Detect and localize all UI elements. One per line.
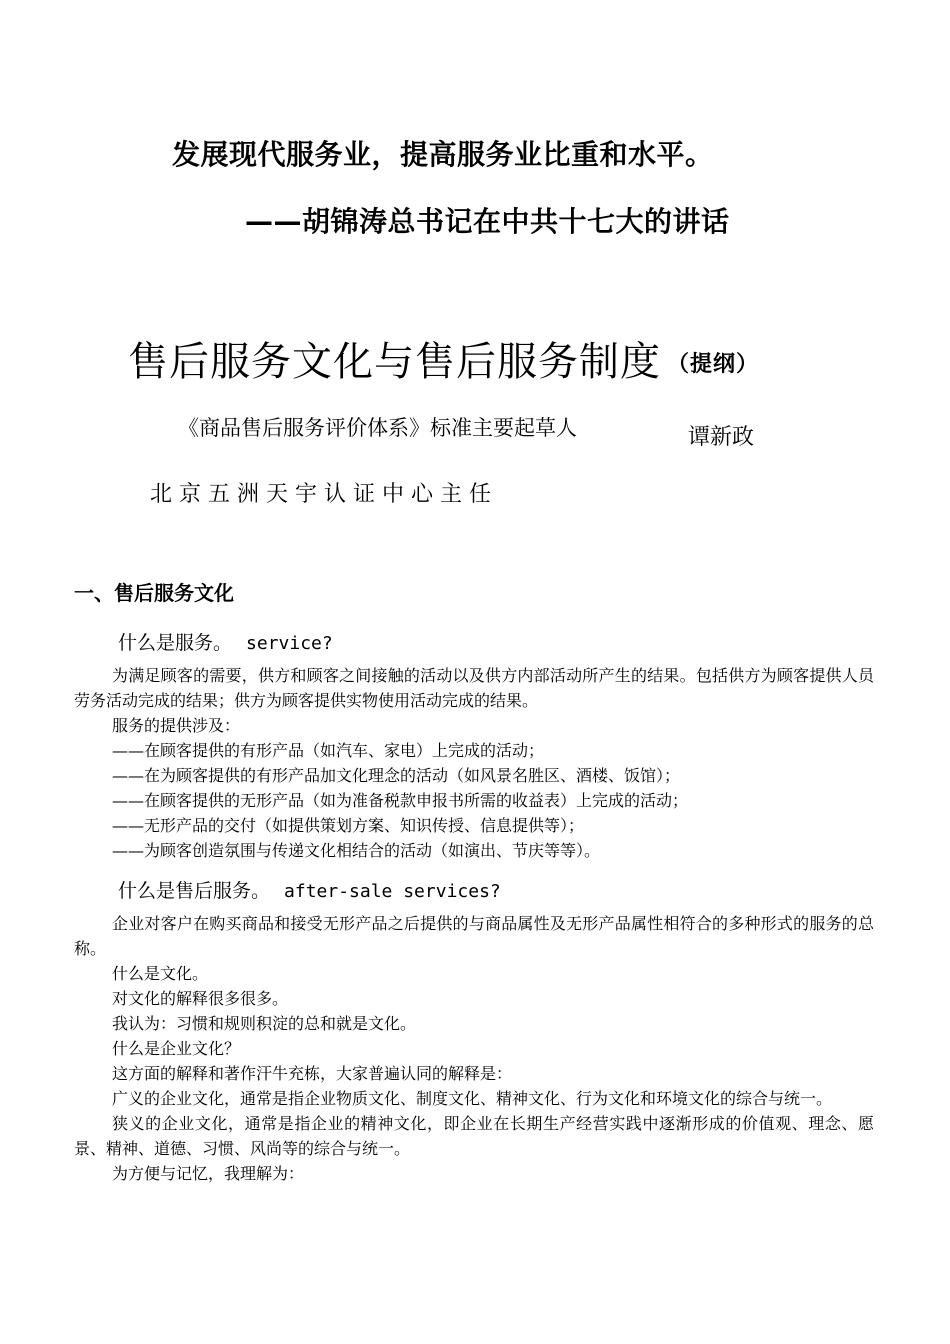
- document-title-main: 售后服务文化与售后服务制度: [128, 339, 661, 385]
- service-item: ——为顾客创造氛围与传递文化相结合的活动（如演出、节庆等等）。: [112, 841, 601, 860]
- author-organization: 北京五洲天宇认证中心主任: [150, 482, 499, 507]
- service-definition: 为满足顾客的需要，供方和顾客之间接触的活动以及供方内部活动所产生的结果。包括供方为顾客提供人员劳务活动完成的结果；供方为顾客提供实物使用活动完成的结果。: [74, 666, 874, 710]
- paragraph: 对文化的解释很多很多。: [112, 989, 289, 1008]
- paragraph: 广义的企业文化，通常是指企业物质文化、制度文化、精神文化、行为文化和环境文化的综合与统一。: [112, 1089, 833, 1108]
- service-item: ——在顾客提供的有形产品（如汽车、家电）上完成的活动；: [112, 741, 545, 760]
- document-title: [128, 330, 759, 387]
- service-definition-block: [74, 663, 874, 863]
- question-service: [118, 628, 333, 655]
- service-item: ——在顾客提供的无形产品（如为准备税款申报书所需的收益表）上完成的活动；: [112, 791, 689, 810]
- paragraph: 企业对客户在购买商品和接受无形产品之后提供的与商品属性及无形产品属性相符合的多种形式的服务的总称。: [74, 914, 874, 958]
- author-name: 谭新政: [688, 425, 755, 450]
- paragraph: 我认为：习惯和规则积淀的总和就是文化。: [112, 1014, 417, 1033]
- question-after-sale-zh: 什么是售后服务。: [118, 880, 271, 902]
- paragraph: 狭义的企业文化，通常是指企业的精神文化，即企业在长期生产经营实践中逐渐形成的价值观、理念、愿景、精神、道德、习惯、风尚等的综合与统一。: [74, 1114, 874, 1158]
- section-heading: 一、售后服务文化: [74, 581, 234, 605]
- paragraph: 什么是企业文化？: [112, 1039, 241, 1058]
- service-item: ——在为顾客提供的有形产品加文化理念的活动（如风景名胜区、酒楼、饭馆）；: [112, 766, 681, 785]
- service-item: ——无形产品的交付（如提供策划方案、知识传授、信息提供等）；: [112, 816, 585, 835]
- header-attribution: ——胡锦涛总书记在中共十七大的讲话: [245, 205, 730, 238]
- paragraph: 什么是文化。: [112, 964, 209, 983]
- author-role: 《商品售后服务评价体系》标准主要起草人: [178, 416, 577, 440]
- question-after-sale: [118, 876, 501, 903]
- service-involves-label: 服务的提供涉及：: [112, 716, 241, 735]
- header-quote: 发展现代服务业，提高服务业比重和水平。: [172, 138, 714, 171]
- question-service-en: service?: [246, 633, 333, 654]
- after-sale-culture-block: [74, 911, 874, 1186]
- paragraph: 为方便与记忆，我理解为：: [112, 1164, 305, 1183]
- question-after-sale-en: after-sale services?: [284, 881, 501, 902]
- question-service-zh: 什么是服务。: [118, 632, 233, 654]
- paragraph: 这方面的解释和著作汗牛充栋，大家普遍认同的解释是：: [112, 1064, 513, 1083]
- document-title-suffix: （提纲）: [667, 352, 760, 377]
